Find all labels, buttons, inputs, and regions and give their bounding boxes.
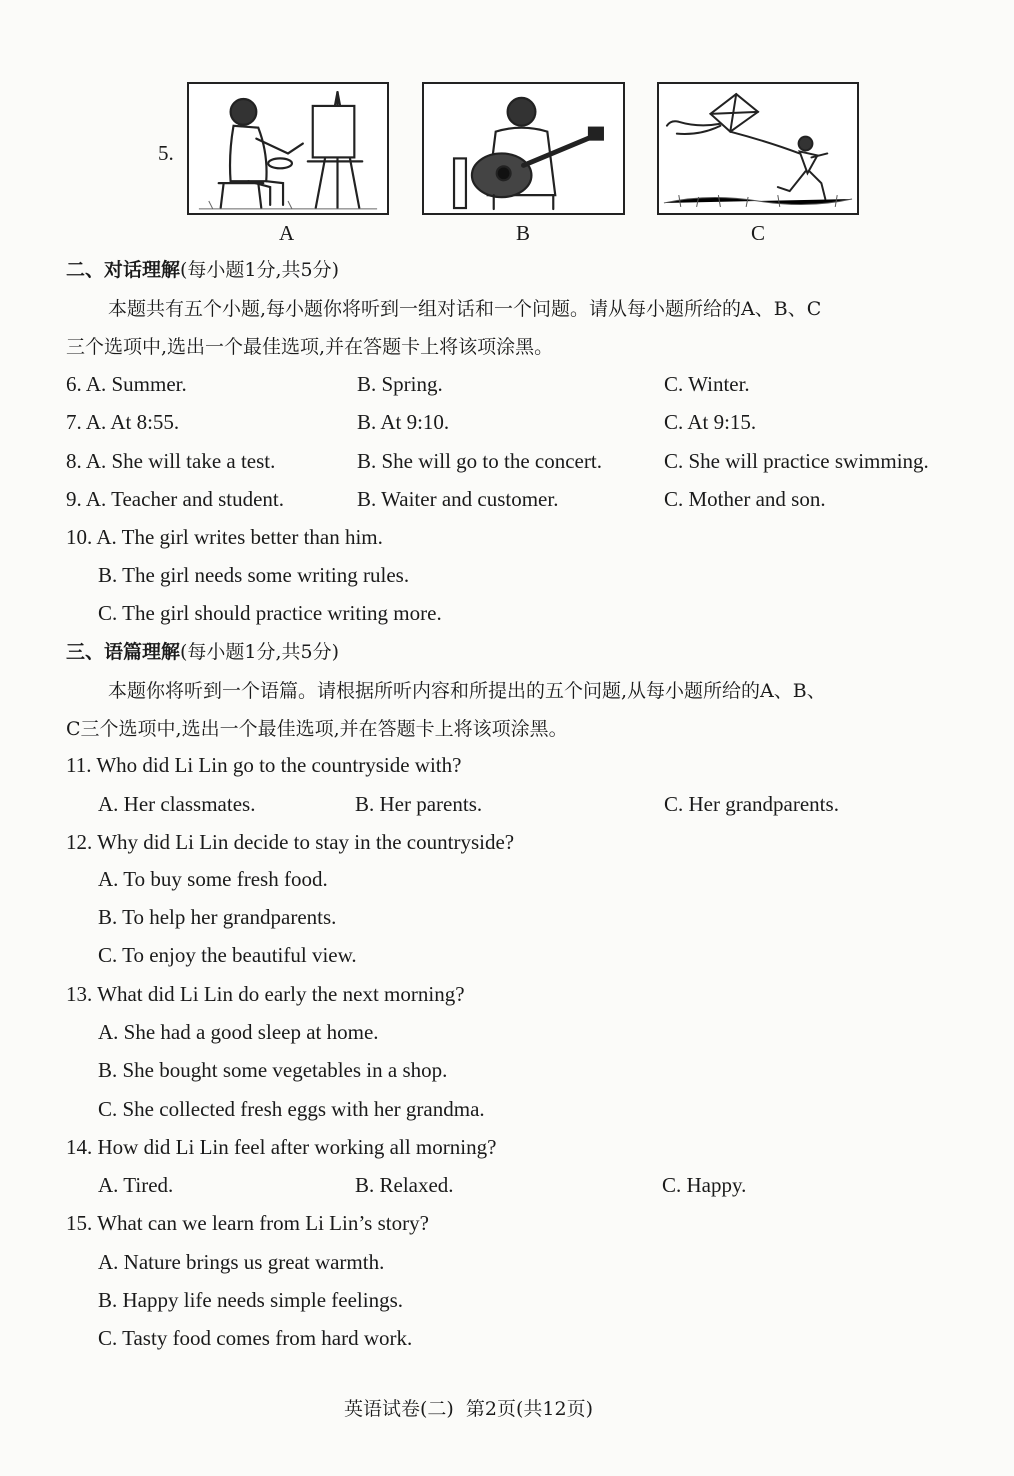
- q9-option-a: 9. A. Teacher and student.: [66, 487, 284, 511]
- section-2-note: (每小题1分,共5分): [180, 259, 340, 281]
- section-3-instruction-1: 本题你将听到一个语篇。请根据所听内容和所提出的五个问题,从每小题所给的A、B、: [108, 680, 826, 702]
- q9-option-c: C. Mother and son.: [664, 487, 826, 511]
- q10-option-b: B. The girl needs some writing rules.: [98, 563, 410, 587]
- q7-option-b: B. At 9:10.: [357, 410, 450, 434]
- section-2-instruction-1: 本题共有五个小题,每小题你将听到一组对话和一个问题。请从每小题所给的A、B、C: [108, 298, 822, 320]
- q11-stem: 11. Who did Li Lin go to the countryside with?: [66, 753, 462, 777]
- q7-option-a: 7. A. At 8:55.: [66, 410, 180, 434]
- section-3-heading: [66, 638, 339, 665]
- page-footer: 英语试卷(二) 第2页(共12页): [344, 1398, 593, 1420]
- q7-option-c: C. At 9:15.: [664, 410, 757, 434]
- q15-stem: 15. What can we learn from Li Lin’s story?: [66, 1211, 429, 1235]
- q10-option-c: C. The girl should practice writing more.: [98, 601, 442, 625]
- picture-c-label: C: [751, 221, 766, 245]
- q15-option-a: A. Nature brings us great warmth.: [98, 1250, 385, 1274]
- picture-a: [187, 82, 389, 215]
- picture-b-label: B: [516, 221, 531, 245]
- picture-a-label: A: [279, 221, 295, 245]
- painting-boy-icon: [189, 84, 387, 213]
- q10-option-a: 10. A. The girl writes better than him.: [66, 525, 383, 549]
- q11-option-a: A. Her classmates.: [98, 792, 256, 816]
- q12-option-c: C. To enjoy the beautiful view.: [98, 943, 357, 967]
- picture-c: [657, 82, 859, 215]
- q8-option-c: C. She will practice swimming.: [664, 449, 929, 473]
- q9-option-b: B. Waiter and customer.: [357, 487, 559, 511]
- q14-option-c: C. Happy.: [662, 1173, 747, 1197]
- section-2-instruction-2: 三个选项中,选出一个最佳选项,并在答题卡上将该项涂黑。: [66, 336, 554, 358]
- q14-option-b: B. Relaxed.: [355, 1173, 454, 1197]
- section-3-instruction-2: C三个选项中,选出一个最佳选项,并在答题卡上将该项涂黑。: [66, 718, 568, 740]
- q13-option-a: A. She had a good sleep at home.: [98, 1020, 379, 1044]
- q12-stem: 12. Why did Li Lin decide to stay in the countryside?: [66, 830, 515, 854]
- section-2-title: 二、对话理解: [66, 259, 181, 281]
- section-2-heading: [66, 256, 339, 283]
- q6-option-c: C. Winter.: [664, 372, 750, 396]
- q13-option-b: B. She bought some vegetables in a shop.: [98, 1058, 448, 1082]
- kite-flying-icon: [659, 84, 857, 213]
- q8-option-b: B. She will go to the concert.: [357, 449, 602, 473]
- q14-option-a: A. Tired.: [98, 1173, 174, 1197]
- q12-option-b: B. To help her grandparents.: [98, 905, 337, 929]
- q12-option-a: A. To buy some fresh food.: [98, 867, 328, 891]
- q8-option-a: 8. A. She will take a test.: [66, 449, 276, 473]
- q6-option-a: 6. A. Summer.: [66, 372, 187, 396]
- q14-stem: 14. How did Li Lin feel after working all morning?: [66, 1135, 497, 1159]
- section-3-title: 三、语篇理解: [66, 641, 181, 663]
- q11-option-c: C. Her grandparents.: [664, 792, 839, 816]
- q15-option-b: B. Happy life needs simple feelings.: [98, 1288, 404, 1312]
- q13-option-c: C. She collected fresh eggs with her grandma.: [98, 1097, 485, 1121]
- q15-option-c: C. Tasty food comes from hard work.: [98, 1326, 413, 1350]
- q13-stem: 13. What did Li Lin do early the next morning?: [66, 982, 465, 1006]
- picture-b: [422, 82, 625, 215]
- section-3-note: (每小题1分,共5分): [180, 641, 340, 663]
- q6-option-b: B. Spring.: [357, 372, 443, 396]
- guitar-player-icon: [424, 84, 623, 213]
- q11-option-b: B. Her parents.: [355, 792, 483, 816]
- question-5-number: 5.: [158, 141, 174, 165]
